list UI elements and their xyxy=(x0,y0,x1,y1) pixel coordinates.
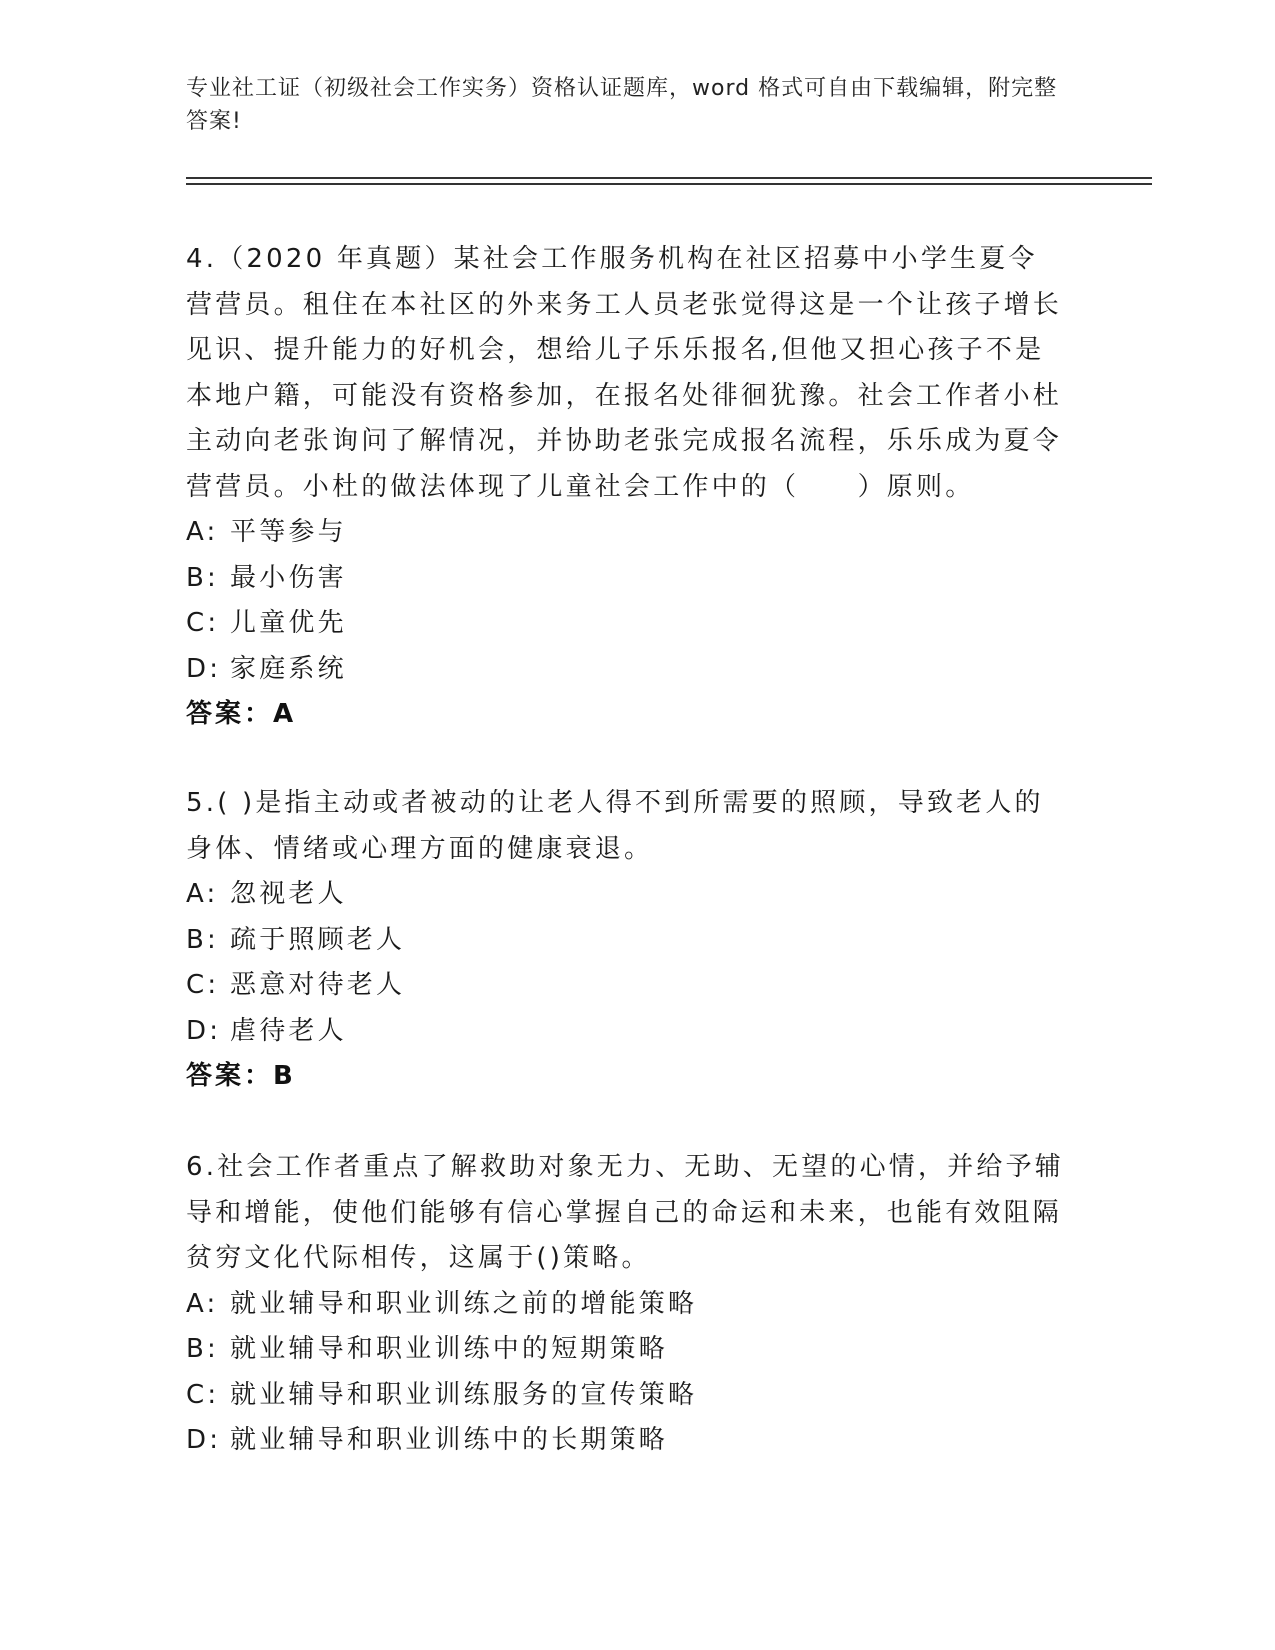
option-letter: C: xyxy=(186,970,220,1000)
option-letter: A: xyxy=(186,1288,219,1319)
option-text: 最小伤害 xyxy=(230,562,347,593)
option-letter: A: xyxy=(186,517,219,547)
option-b xyxy=(186,556,1066,602)
question-4 xyxy=(186,237,1066,738)
option-text: 恶意对待老人 xyxy=(230,970,406,1000)
header-divider-top xyxy=(186,177,1152,179)
option-c xyxy=(186,601,1066,647)
option-letter: D: xyxy=(186,1015,222,1046)
header-divider-bottom xyxy=(186,183,1152,185)
option-letter: A: xyxy=(186,879,219,909)
option-text: 儿童优先 xyxy=(230,608,347,638)
option-text: 家庭系统 xyxy=(230,653,347,684)
option-d xyxy=(186,1009,1066,1055)
option-a xyxy=(186,510,1066,556)
option-d xyxy=(186,647,1066,693)
answer-label: 答案：A xyxy=(186,699,297,729)
option-text: 忽视老人 xyxy=(230,879,347,909)
option-text: 平等参与 xyxy=(230,517,347,547)
option-d xyxy=(186,1418,1066,1464)
question-stem: 4.（2020 年真题）某社会工作服务机构在社区招募中小学生夏令营营员。租住在本社区的外来务工人员老张觉得这是一个让孩子增长见识、提升能力的好机会，想给儿子乐乐报名,但他又担心孩子不是本地户籍，可能没有资格参加，在报名处徘徊犹豫。社会工作者小杜主动向老张询问了解情况，并协助老张完成报名流程，乐乐成为夏令营营员。小杜的做法体现了儿童社会工作中的（ ）原则。 xyxy=(186,244,1063,502)
option-letter: C: xyxy=(186,1379,220,1410)
option-letter: B: xyxy=(186,1334,219,1364)
option-text: 就业辅导和职业训练服务的宣传策略 xyxy=(230,1379,698,1410)
option-b xyxy=(186,918,1066,964)
option-text: 就业辅导和职业训练中的短期策略 xyxy=(230,1334,669,1364)
question-6 xyxy=(186,1145,1066,1464)
option-b xyxy=(186,1327,1066,1373)
option-a xyxy=(186,1282,1066,1328)
option-letter: B: xyxy=(186,562,219,593)
option-a xyxy=(186,872,1066,918)
option-c xyxy=(186,1373,1066,1419)
option-text: 就业辅导和职业训练中的长期策略 xyxy=(230,1425,669,1455)
option-letter: B: xyxy=(186,924,219,955)
question-stem: 6.社会工作者重点了解救助对象无力、无助、无望的心情，并给予辅导和增能，使他们能够有信心掌握自己的命运和未来，也能有效阻隔贫穷文化代际相传，这属于()策略。 xyxy=(186,1152,1065,1273)
option-letter: C: xyxy=(186,608,220,638)
option-letter: D: xyxy=(186,653,222,684)
option-text: 虐待老人 xyxy=(230,1015,347,1046)
page-header-title: 专业社工证（初级社会工作实务）资格认证题库，word 格式可自由下载编辑，附完整答案! xyxy=(186,76,1058,134)
question-5 xyxy=(186,781,1066,1100)
option-text: 就业辅导和职业训练之前的增能策略 xyxy=(230,1288,698,1319)
option-letter: D: xyxy=(186,1425,222,1455)
question-stem: 5.( )是指主动或者被动的让老人得不到所需要的照顾，导致老人的身体、情绪或心理方面的健康衰退。 xyxy=(186,788,1044,864)
option-text: 疏于照顾老人 xyxy=(230,924,406,955)
option-c xyxy=(186,963,1066,1009)
answer-label: 答案：B xyxy=(186,1061,296,1091)
